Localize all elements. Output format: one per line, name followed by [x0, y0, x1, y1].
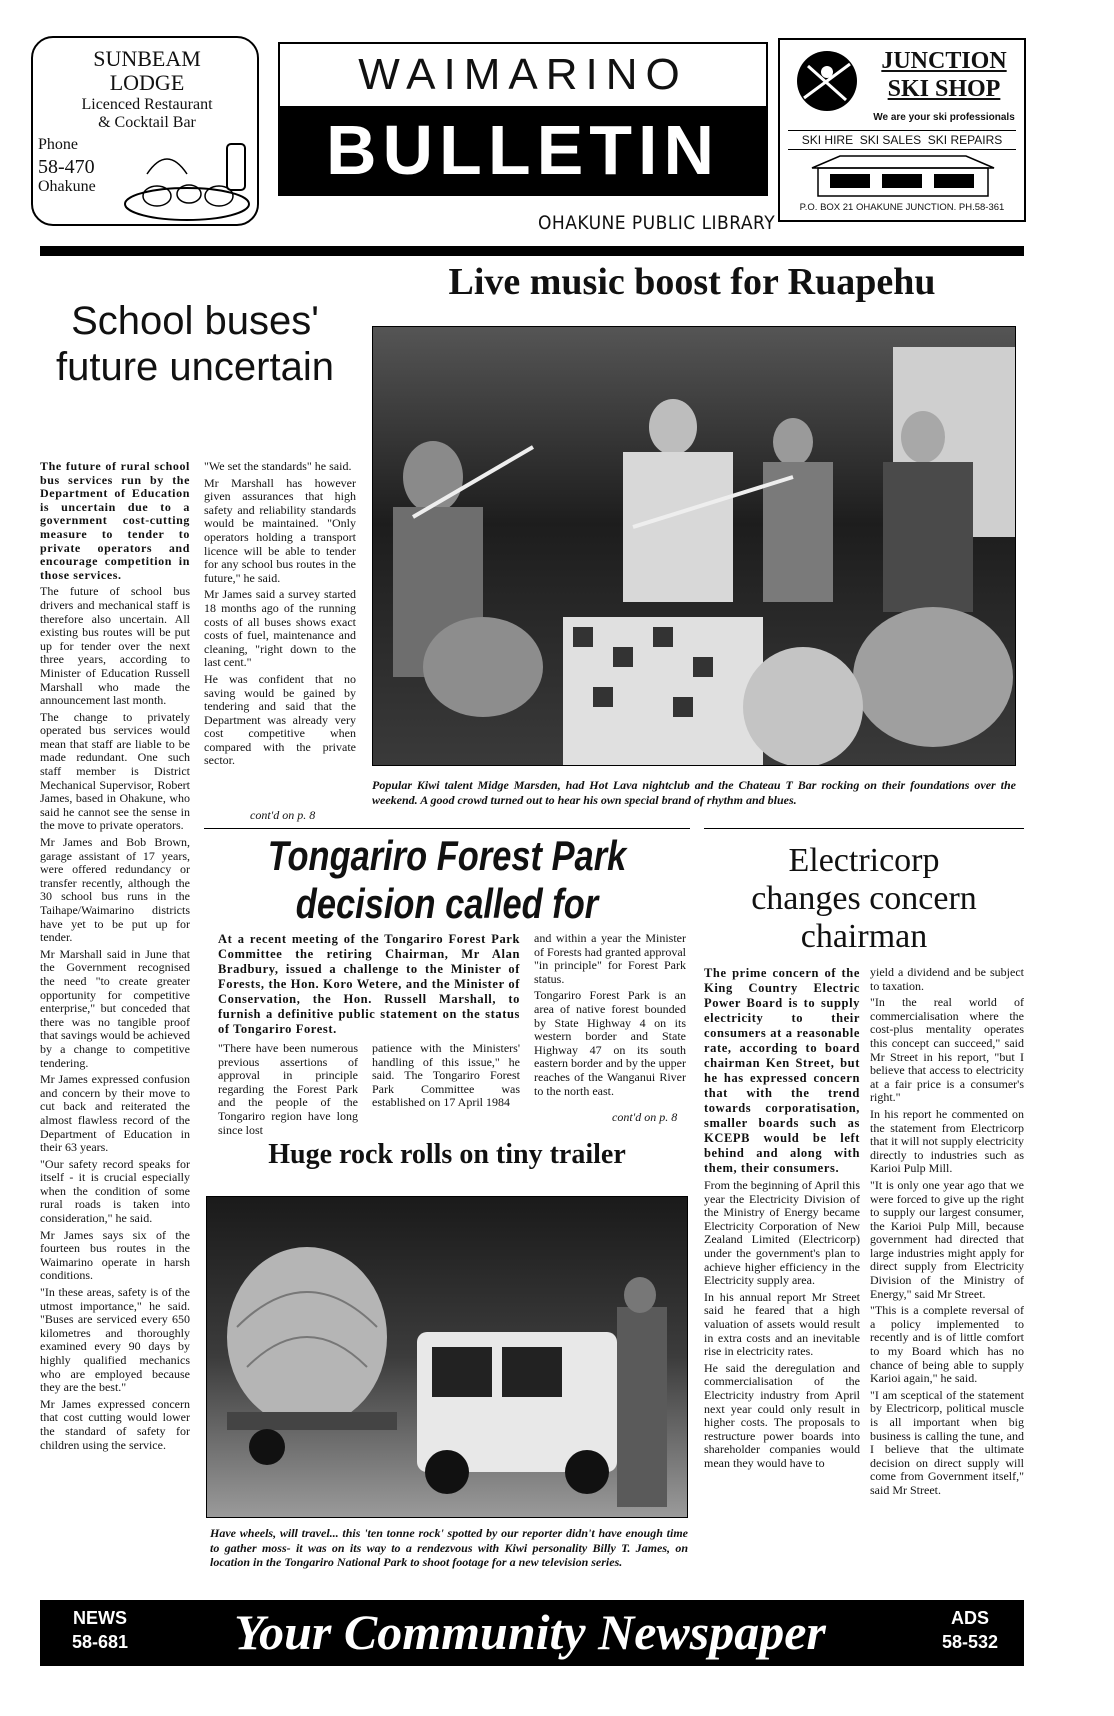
bus-col2 [204, 460, 356, 810]
rock-photo-image [207, 1197, 688, 1518]
title-bottom-band [280, 106, 766, 194]
electricorp-headline-line2: changes concern [751, 880, 977, 917]
forest-col3-p2: Tongariro Forest Park is an area of native forest bounded by State Highway 4 on its western border and State Highway 47 on its south eastern border and by the upper reaches of the Wanganui River to the north east. [534, 988, 686, 1098]
rock-photo [206, 1196, 688, 1518]
electricorp-col2-p5: "This is a complete reversal of a policy implemented to recently and is of little comfort to my Board which has no chance of being able to supply Karioi again," he said. [870, 1303, 1024, 1386]
title-bottom: BULLETIN [325, 111, 721, 189]
sunbeam-name-line2: LODGE [109, 70, 185, 95]
footer-slogan: Your Community Newspaper [234, 1604, 826, 1660]
library-stamp: OHAKUNE PUBLIC LIBRARY [538, 212, 776, 234]
bus-col2-p3: Mr James said a survey started 18 months ago of the running costs of all buses shows exact costs of fuel, maintenance and cleaning, "right down to the last cent." [204, 587, 356, 670]
music-headline: Live music boost for Ruapehu [448, 261, 936, 303]
title-top: WAIMARINO [358, 50, 688, 99]
bus-col1 [40, 460, 190, 1570]
bus-col1-p5: Mr James expressed confusion and concern by their move to cut back and reiterated the almost flawless record of the Department of Education in their 63 years. [40, 1072, 190, 1155]
sunbeam-phone-label: Phone [38, 136, 78, 153]
bus-headline: School buses' future uncertain [56, 299, 334, 389]
forest-col2: patience with the Ministers' handling of this issue," he said. The Tongariro Forest Park Committee was established on 17 April 1984 [372, 1042, 520, 1110]
sunbeam-phone: 58-470 [38, 156, 95, 178]
electricorp-col2-p2: "In the real world of commercialisation where the cost-plus mentality operates this concept can succeed," said Mr Street in his report, "but I believe that access to electricity at a fair price is a consumer's right." [870, 995, 1024, 1105]
electricorp-col1-p2: In his annual report Mr Street said he feared that a high valuation of assets would result in extra costs and an inevitable rise in electricity rates. [704, 1289, 860, 1359]
sunbeam-desc1: Licenced Restaurant [81, 96, 213, 113]
bus-col1-p8: "In these areas, safety is of the utmost importance," he said. "Buses are serviced every 650 kilometres and thoroughly examined every 90 days by highly qualified mechanics who are employed because they are the best." [40, 1285, 190, 1395]
footer-ads-label: ADS [950, 1608, 989, 1628]
bus-col2-p4: He was confident that no saving would be gained by tendering and said that the Department was already very cost competitive when compared with the private sector. [204, 671, 356, 768]
bus-lead: The future of rural school bus services run by the Department of Education is uncertain due to a government cost-cutting measure to tender to private operators and encourage competition in those services. [40, 460, 190, 582]
forest-headline-line1: Tongariro Forest Park [267, 832, 627, 879]
masthead-rule [40, 246, 1024, 256]
junction-name2: SKI SHOP [887, 76, 1001, 102]
junction-name1: JUNCTION [881, 48, 1007, 74]
band-photo-image [373, 327, 1016, 766]
sunbeam-town: Ohakune [38, 178, 96, 195]
bus-col1-p4: Mr Marshall said in June that the Government recognised the need "to create greater opportunity for competitive enterprise," but conceded that there was no tangible proof that savings would be achieved by a change to competitive tendering. [40, 946, 190, 1070]
footer-banner [40, 1600, 1024, 1666]
junction-address: P.O. BOX 21 OHAKUNE JUNCTION. PH.58-361 [799, 202, 1005, 213]
footer-ads-phone: 58-532 [941, 1632, 999, 1652]
bus-col1-p9: Mr James expressed concern that cost cutting would lower the standard of safety for children using the service. [40, 1396, 190, 1452]
junction-services: SKI HIRE SKI SALES SKI REPAIRS [788, 130, 1016, 150]
electricorp-col2-p6: "I am sceptical of the statement by Electricorp, political muscle is all important when big business is calling the tune, and I believe that the ultimate decision on direct supply will come from Government itself," said Mr Street. [870, 1387, 1024, 1497]
forest-col3 [534, 932, 686, 1101]
sunbeam-name-line1: SUNBEAM [93, 46, 201, 71]
food-platter-illustration [117, 134, 257, 224]
bus-col1-p3: Mr James and Bob Brown, garage assistant of 17 years, were offered redundancy or transfer recently, although the 30 school bus runs in the Taihape/Waimarino districts have yet to be put up for tender. [40, 835, 190, 945]
rock-caption: Have wheels, will travel... this 'ten tonne rock' spotted by our reporter didn't have enough time to gather moss- it was on its way to a rendezvous with Kiwi personality Billy T. James, on location in the Tongariro National Park to shoot footage for a new television series. [210, 1526, 688, 1569]
forest-contd: cont'd on p. 8 [612, 1110, 678, 1124]
electricorp-col1 [704, 966, 860, 1576]
junction-ski-shop-ad [778, 38, 1026, 222]
bus-col2-p2: Mr Marshall has however given assurances that high safety and reliability standards would be maintained. "Only operators holding a transport licence will be able to tender for any school bus routes in the future," he said. [204, 475, 356, 585]
shop-building-illustration [810, 152, 996, 198]
electricorp-col2 [870, 966, 1024, 1576]
section-rule-mid [204, 828, 690, 829]
sunbeam-desc2: & Cocktail Bar [98, 114, 196, 131]
junction-tagline: We are your ski professionals [873, 112, 1015, 123]
footer-news-phone: 58-681 [71, 1632, 129, 1652]
music-caption: Popular Kiwi talent Midge Marsden, had Hot Lava nightclub and the Chateau T Bar rocking on their foundations over the weekend. A good crowd turned out to hear his own special brand of rhythm and blues. [372, 778, 1016, 807]
forest-col3-p1: and within a year the Minister of Forests had granted approval "in principle" for Forest Park status. [534, 932, 686, 986]
electricorp-headline-line1: Electricorp [788, 842, 940, 879]
electricorp-col2-p1: yield a dividend and be subject to taxation. [870, 966, 1024, 993]
bus-col1-p7: Mr James says six of the fourteen bus routes in the Waimarino operate in harsh conditions. [40, 1227, 190, 1283]
footer-news-label: NEWS [73, 1608, 127, 1628]
title-box [278, 42, 768, 196]
bus-col1-p6: "Our safety record speaks for itself - it is crucial especially when the condition of some rural roads is taken into consideration," he said. [40, 1156, 190, 1226]
bus-col1-p2: The change to privately operated bus services would mean that staff are liable to be made redundant. One such staff member is District Mechanical Supervisor, Robert James, based in Ohakune, who said he cannot see the sense in the move to private operators. [40, 709, 190, 833]
bus-col2-p1: "We set the standards" he said. [204, 460, 352, 473]
electricorp-lead: The prime concern of the King Country Electric Power Board is to supply electricity to their consumers at a reasonable rate, according to board chairman Ken Street, but he has expressed concern that with the trend towards corporatisation, smaller boards such as KCEPB would be left behind and along with them, their consumers. [704, 966, 860, 1175]
electricorp-col1-p3: He said the deregulation and commercialisation of the Electricity industry from April next year could only result in higher costs. The proposals to restructure power boards into shareholder companies would mean they would have to [704, 1360, 860, 1470]
electricorp-col1-p1: From the beginning of April this year the Electricity Division of the Ministry of Energy became Electricity Corporation of New Zealand Limited (Electricorp) under the government's plan to achieve higher efficiency in the Electricity supply area. [704, 1178, 860, 1288]
electricorp-col2-p4: "It is only one year ago that we were forced to give up the right to supply our largest consumer, the Karioi Pulp Mill, because government had directed that large industries might apply for direct supply from Electricity Division of the Ministry of Energy," said Mr Street. [870, 1177, 1024, 1301]
electricorp-col2-p3: In his report he commented on the statement from Electricorp that it will not supply electricity directly to industries such as Karioi Pulp Mill. [870, 1106, 1024, 1176]
forest-lead: At a recent meeting of the Tongariro Forest Park Committee the retiring Chairman, Mr Alan Bradbury, issued a challenge to the Minister of Forests, the Hon. Koro Wetere, and the Minister of Conservation, the Hon. Russell Marshall, to furnish a definitive public statement on the status of Tongariro Forest. [218, 932, 520, 1036]
bus-col1-p1: The future of school bus drivers and mechanical staff is therefore also uncertain. All existing bus routes will be put up for tender over the next three years, according to Minister of Education Russell Marshall who made the announcement last month. [40, 584, 190, 708]
electricorp-headline-line3: chairman [800, 918, 928, 955]
forest-headline-line2: decision called for [295, 880, 599, 927]
band-photo [372, 326, 1016, 766]
skier-logo-icon [794, 48, 860, 114]
bus-contd: cont'd on p. 8 [250, 808, 316, 822]
sunbeam-lodge-ad [31, 36, 259, 226]
forest-col1: "There have been numerous previous assertions of approval in principle regarding the Forest Park and the people of the Tongariro region have long since lost [218, 1042, 358, 1137]
section-rule-right [704, 828, 1024, 829]
rock-headline: Huge rock rolls on tiny trailer [268, 1139, 626, 1170]
